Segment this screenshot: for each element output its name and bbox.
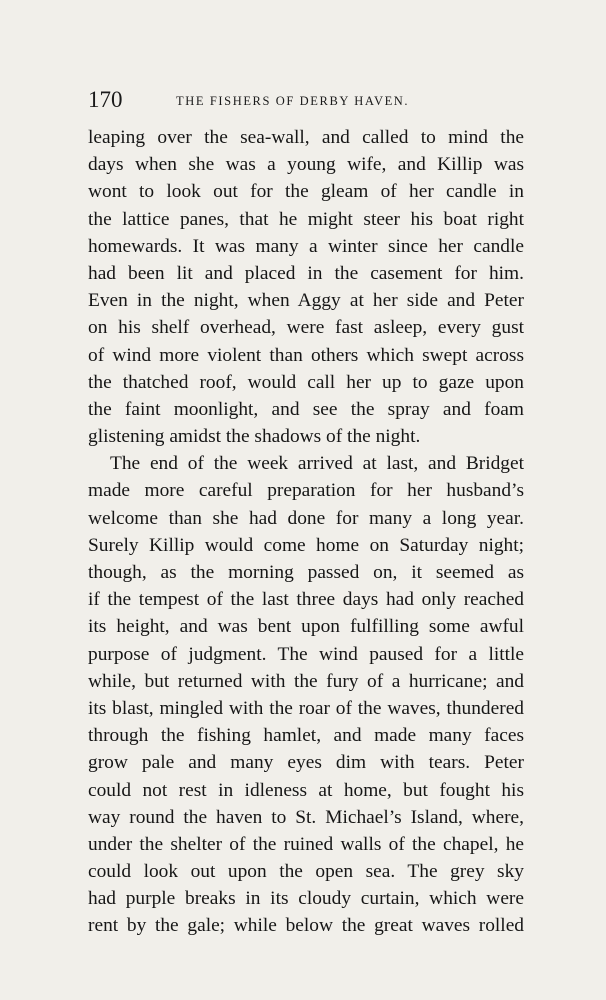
text-line: the faint moonlight, and see the spray and foam: [88, 398, 524, 420]
text-line: under the shelter of the ruined walls of the chapel, he: [88, 833, 524, 855]
text-line: Even in the night, when Aggy at her side and Peter: [88, 290, 524, 312]
text-line: through the fishing hamlet, and made many faces: [88, 725, 524, 747]
text-line: while, but returned with the fury of a hurricane; and: [88, 670, 524, 692]
text-line: of wind more violent than others which swept across: [88, 344, 524, 366]
text-line: purpose of judgment. The wind paused for a little: [88, 643, 524, 665]
text-line: the thatched roof, would call her up to gaze upon: [88, 371, 524, 393]
text-line: the lattice panes, that he might steer his boat right: [88, 208, 524, 230]
text-line: rent by the gale; while below the great waves rolled: [88, 915, 524, 937]
text-line: wont to look out for the gleam of her candle in: [88, 181, 524, 203]
text-line: made more careful preparation for her husband’s: [88, 480, 524, 502]
text-line: days when she was a young wife, and Killip was: [88, 154, 524, 176]
text-line: homewards. It was many a winter since her candle: [88, 235, 524, 257]
paragraph-start-line: The end of the week arrived at last, and Bridget: [110, 453, 524, 475]
text-line: glistening amidst the shadows of the night.: [88, 426, 421, 448]
text-line: could not rest in idleness at home, but fought his: [88, 779, 524, 801]
text-line: its height, and was bent upon fulfilling some awful: [88, 616, 524, 638]
text-line: on his shelf overhead, were fast asleep, every gust: [88, 317, 524, 339]
running-head: THE FISHERS OF DERBY HAVEN.: [176, 94, 410, 108]
text-line: grow pale and many eyes dim with tears. Peter: [88, 752, 524, 774]
text-line: if the tempest of the last three days had only reached: [88, 589, 524, 611]
text-line: way round the haven to St. Michael’s Island, where,: [88, 806, 524, 828]
text-line: had been lit and placed in the casement for him.: [88, 262, 524, 284]
text-line: had purple breaks in its cloudy curtain, which were: [88, 888, 524, 910]
page-number: 170: [88, 87, 123, 112]
text-line: though, as the morning passed on, it seemed as: [88, 562, 524, 583]
text-line: leaping over the sea-wall, and called to mind the: [88, 127, 524, 148]
body-text: [88, 124, 524, 940]
page-header: [88, 88, 528, 118]
text-line: welcome than she had done for many a long year.: [88, 507, 524, 529]
text-line: its blast, mingled with the roar of the waves, thundered: [88, 697, 524, 719]
text-line: Surely Killip would come home on Saturday night;: [88, 534, 524, 556]
text-line: could look out upon the open sea. The grey sky: [88, 861, 524, 883]
